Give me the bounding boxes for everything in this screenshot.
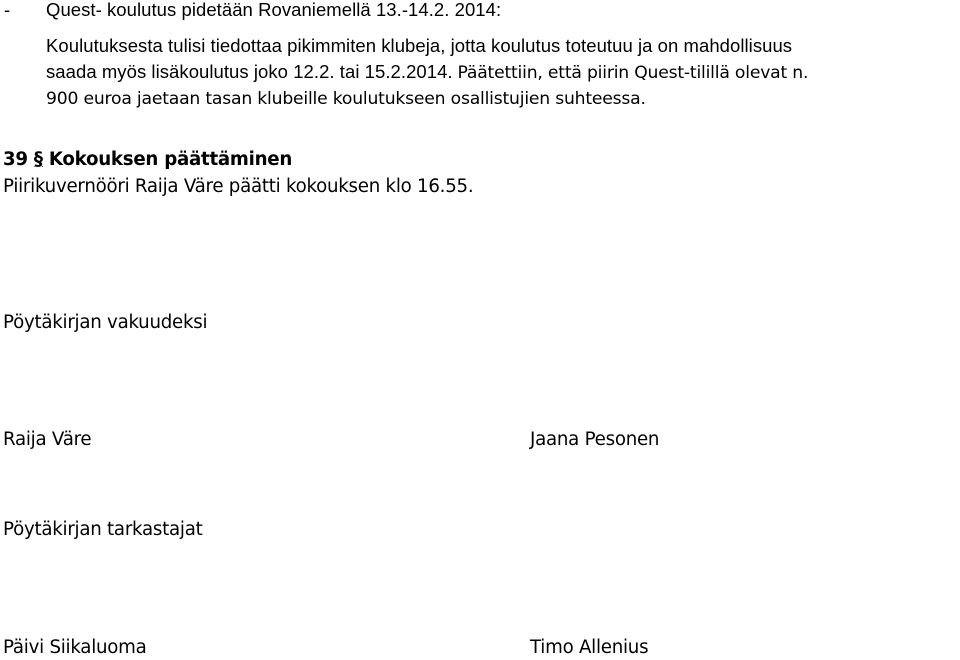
inspector-name: Päivi Siikaluoma xyxy=(3,637,147,658)
inspector-name: Timo Allenius xyxy=(530,637,649,658)
section-number: 39 xyxy=(3,149,28,170)
bullet-text: Quest- koulutus pidetään Rovaniemellä 13.-14.2. 2014: xyxy=(46,0,502,20)
paragraph-line-2-part-a: saada myös lisäkoulutus joko 12.2. tai 15.2.2014. xyxy=(46,61,453,82)
paragraph-line-1: Koulutuksesta tulisi tiedottaa pikimmiten klubeja, jotta koulutus toteutuu ja on mahdollisuus xyxy=(46,35,793,56)
closing-text: Piirikuvernööri Raija Väre päätti kokouksen klo 16.55. xyxy=(3,176,474,197)
tarkastajat-heading: Pöytäkirjan tarkastajat xyxy=(3,519,203,540)
bullet-dash: - xyxy=(4,0,11,20)
vakuudeksi-heading: Pöytäkirjan vakuudeksi xyxy=(3,312,208,333)
signer-name: Raija Väre xyxy=(3,429,92,450)
section-title: Kokouksen päättäminen xyxy=(48,149,293,170)
paragraph-line-3: 900 euroa jaetaan tasan klubeille koulutukseen osallistujien suhteessa. xyxy=(46,89,646,109)
section-heading xyxy=(3,148,292,172)
section-symbol: § xyxy=(33,149,43,170)
signer-name: Jaana Pesonen xyxy=(530,429,660,450)
paragraph-line-2 xyxy=(46,60,808,85)
paragraph-line-2-part-b: Päätettiin, että piirin Quest-tilillä olevat n. xyxy=(457,63,809,83)
